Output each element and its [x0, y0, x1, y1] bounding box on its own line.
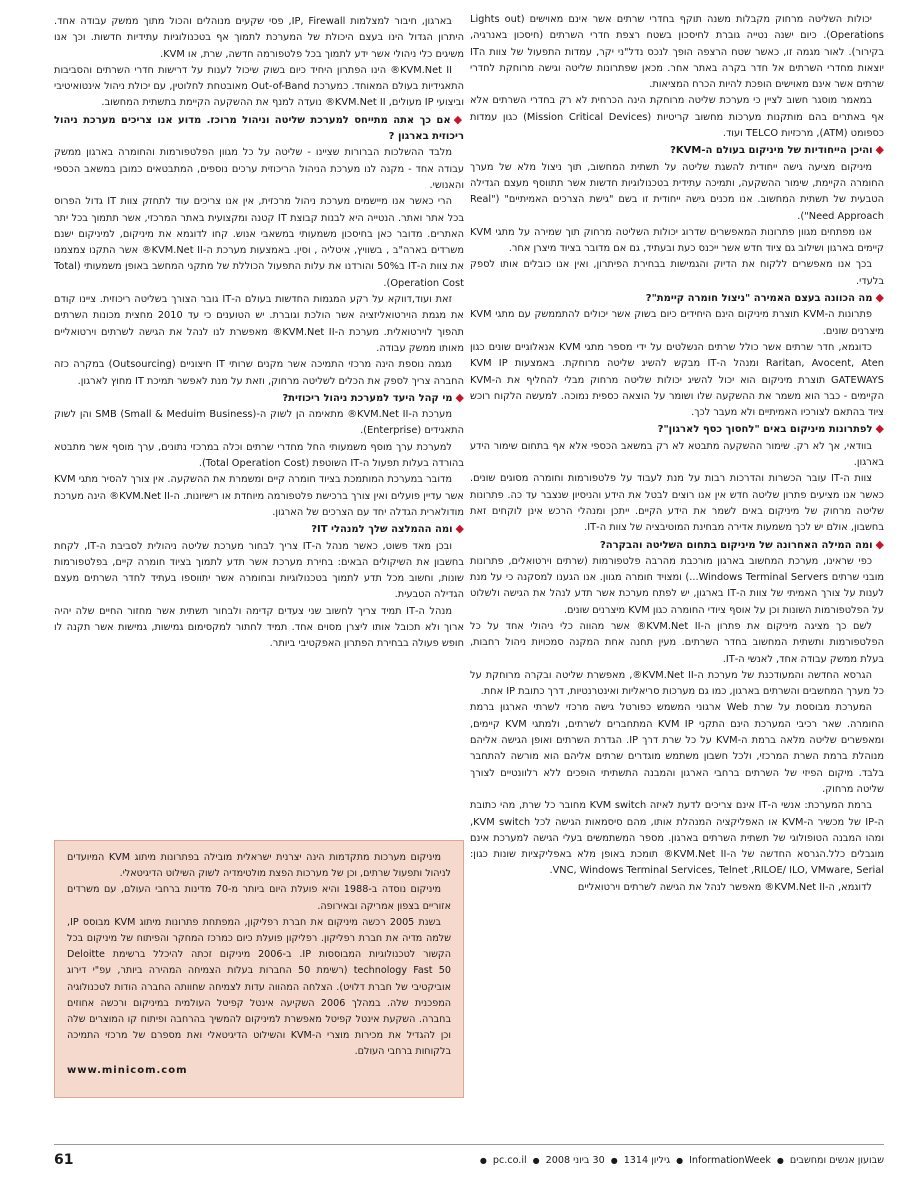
article-paragraph: לשם כך מציגה מיניקום את פתרון ה-KVM.Net II® אשר מהווה כלי ניהולי אחד על כל הפלטפורמות ותשתית המחשוב בחדר השרתים. מעין תחנה אחת המקנה סמכויות ניהול רחבות, בעלת ממשק עבודה אחד, לאנשי ה-IT. [470, 620, 884, 665]
article-paragraph: המערכת מבוססת על שרת Web ארגוני המשמש כפורטל גישה מרכזי לשרתי הארגון ברמת החומרה. שאר רכיבי המערכת הינם התקני KVM IP המתחברים לשרתים, ולמתגי KVM קיימים, ומאפשרים שליטה מלאה ברמת ה-KVM על כל שרת דרך IP. הגדרת השרתים ואופן הגישה אליהם מנוהלת ברמת השרת המרכזי, ולכל חשבון משתמש מוגדרים שרתים אליהם הוא מורשה להתחבר בלבד. מיקום הפיזי של השרתים ברחבי הארגון והמבנה התשתיתי הופכים ללא רלוונטיים לצורך שליטה מרחוק. [470, 702, 884, 795]
article-paragraph: מגמה נוספת הינה מרכזי התמיכה אשר מקנים שרותי IT חיצוניים (Outsourcing) במקרה כזה החברה צריך לספק את הכלים לשליטה מרחוק, וזאת על מנת לאפשר תמיכת IT מחוץ לארגון. [54, 359, 464, 387]
article-paragraph: צוות ה-IT עובר הכשרות והדרכות רבות על מנת לעבוד על פלטפורמות וחומרה מסוגים שונים. כאשר אנו מציעים פתרון שליטה חדש אין אנו רוצים לבטל את הידע והניסיון שנצבר עד כה. פתרונות שליטה מרחוק של מיניקום באים לשמר את הידע הקיים. ייתכן ומנהלי הרכש אינן לוקחים זאת בחשבון, אולם יש לכך משמעות אדירה מבחינת המוטיבציה של צוות ה-IT. [470, 473, 884, 534]
article-paragraph: פתרונות ה-KVM תוצרת מיניקום הינם היחידים כיום בשוק אשר יכולים להתממשק עם מתגי KVM מיצרנים שונים. [470, 309, 884, 337]
question-heading [470, 142, 884, 159]
company-info-paragraph: מיניקום נוסדה ב-1988 והיא פועלת היום ביותר מ-70 מדינות ברחבי העולם, עם משרדים אזוריים בצפון אמריקה ובאירופה. [67, 884, 451, 912]
diamond-bullet-icon: ◆ [875, 537, 884, 551]
article-paragraph: מלבד ההשלכות הברורות שציינו - שליטה על כל מגוון הפלטפורמות והחומרה בארגון ממשק עבודה אחד - מקנה לנו מערכת הניהול הריכוזית ערכים נוספים, המתבטאים כמובן במשאב הכספי והאנושי. [54, 147, 464, 191]
question-text: מי קהל היעד למערכת ניהול ריכוזית? [282, 392, 453, 404]
article-paragraph: הרי כאשר אנו מיישמים מערכת ניהול מרכזית, אין אנו צריכים עוד לתחזק צוות IT גדול הפרוס בכל אתר ואתר. הנטייה היא לבנות קבוצת IT קטנה ומקצועית באתר המרכזי, אשר תתמוך בכל יתר האתרים. מדובר כאן בחיסכון משמעותי במשאבי אנוש. קחו לדוגמא את מיניקום, למיניקום ישנם משרדים בארה"ב , בשוויץ, איטליה , וסין. באמצעות מערכת ה-KVM.Net II® אשר התקנו צמצמנו את צוות ה-IT ב50% והורדנו את עלות התפעול הכוללת של מתקני המחשב באופן משמעותי (Total Operation Cost). [54, 196, 465, 289]
article-column-right [470, 12, 884, 896]
article-paragraph: למערכת ערך מוסף משמעותי החל מחדרי שרתים וכלה במרכזי נתונים, ערך מוסף אשר מתבטא בהורדה בעלות תפעול ה-IT השוטפת (Total Operation Cost). [54, 441, 464, 470]
article-paragraph: מיניקום מציעה גישה ייחודית להשגת שליטה על תשתית המחשוב, תוך ניצול מלא של מערך החומרה הקיימת, שימור ההשקעה, ותמיכה עתידית בטכנולוגיות חדשות אשר תתווסף מעצם הגדילה הטבעית של תשתית המחשוב. אנו מכנים גישה ייחודית זו בשם "גישת הצרכים האמיתיים" ("Real Need Approach"). [470, 161, 884, 222]
question-text: ומה המילה האחרונה של מיניקום בתחום השליטה והבקרה? [599, 539, 873, 551]
diamond-bullet-icon: ◆ [455, 390, 464, 404]
bullet-icon: ● [776, 1155, 784, 1165]
diamond-bullet-icon: ◆ [875, 143, 884, 157]
article-paragraph: אנו מפתחים מגוון פתרונות המאפשרים שדרוג יכולות השליטה מרחוק תוך שמירה על מתגי KVM קיימים בארגון ושילוב גם ציוד חדש אשר ייכנס כעת ובעתיד, גם אם מדובר בציוד מיצרן אחר. [470, 226, 884, 255]
article-paragraph: זאת ועוד,דווקא על רקע המגמות החדשות בעולם ה-IT גובר הצורך בשליטה ריכוזית. ציינו קודם את מגמת הוירטואליזציה אשר הולכת וגוברת. יש הטוענים כי עד 2010 מחצית מכונות השרתים תהפוך לוירטואלית. מערכת ה-KVM.Net II® מאפשרת לנו לנהל את הגישה לשרתים וירטואליים מאותו ממשק עבודה. [54, 294, 464, 354]
bullet-icon: ● [676, 1155, 684, 1165]
company-website-link[interactable]: www.minicom.com [67, 1064, 188, 1076]
question-text: והיכן הייחודיות של מיניקום בעולם ה-KVM? [670, 145, 873, 157]
magazine-name: InformationWeek [689, 1154, 771, 1166]
article-paragraph: ברמת המערכת: אנשי ה-IT אינם צריכים לדעת לאיזה KVM switch מחובר כל שרת, מהי כתובת ה-IP של מכשיר ה-KVM או האפליקציה המנהלת אותו, מהם סיסמאות הגישה לכל KVM switch, ומהו המבנה הטופולוגי של תשתית השרתים בארגון. מספר המשתמשים בעלי הגישה למערכת אינם מוגבלים כלל.הגרסא החדשה של ה-KVM.Net II® תומכת באופן מלא באפליקציות שונות כגון: VNC, Windows Terminal Services, Telnet ,RILOE/ ILO, VMware, Serial. [470, 800, 885, 877]
bullet-icon: ● [479, 1155, 487, 1165]
issue-date: 30 ביוני 2008 [545, 1154, 605, 1166]
question-text: לפתרונות מיניקום באים "לחסוך כסף לארגון"? [657, 424, 873, 436]
article-paragraph: מנהל ה-IT תמיד צריך לחשוב שני צעדים קדימה ולבחור תשתית אשר מחזור החיים שלה יהיה ארוך ולא תכובל אותו ליצרן מסוים אחד. תמיד לחתור למקסימום גמישות, גמישות אשר תקנה לו חופש פעולה בבחירת הפתרון האפקטיבי ביותר. [54, 605, 464, 650]
footer-credits [480, 1155, 884, 1166]
article-paragraph: בוודאי, אך לא רק. שימור ההשקעה מתבטא לא רק במשאב הכספי אלא אף בתחום שימור הידע בארגון. [470, 440, 884, 469]
article-paragraph: בכך אנו מאפשרים ללקוח את הדיוק והגמישות בבחירת הפיתרון, ואין אנו כובלים אותו לספק בלעדי. [470, 259, 884, 287]
question-text: מה הכוונה בעצם האמירה "ניצול חומרה קיימת"? [645, 293, 873, 305]
article-paragraph: כפי שראינו, מערכת המחשוב בארגון מורכבת מהרבה פלטפורמות (שרתים וירטואלים, פתרונות מובני שרתים Windows Terminal Servers...) ומצויד חומרה מגוון. אנו הגענו למסקנה כי על מנת לענות על צורך האמיתי של צוות ה-IT בארגון, יש לפתח מערכת אשר תדע לנהל את הגישה ולשלוט על הפלטפורמות השונות וכן על אוסף ציודי החומרה כגון KVM מיצרנים שונים. [470, 555, 885, 616]
article-paragraph: הגרסא החדשה והמעודכנת של מערכת ה-KVM.Net II®, מאפשרת שליטה ובקרה מרוחקת על כל מערך המחשבים והשרתים בארגון, כמו גם מערכות סריאליות ואינטרנטיות, דרך כתובת IP אחת. [470, 669, 884, 698]
diamond-bullet-icon: ◆ [453, 112, 464, 126]
company-info-box [54, 840, 464, 1098]
question-heading [54, 390, 464, 407]
question-heading [54, 112, 464, 146]
question-text: ומה ההמלצה שלך למנהלי IT? [311, 524, 453, 536]
question-text: אם כך אתה מתייחס למערכת שליטה וניהול מרוכז. מדוע אנו צריכים מערכת ניהול ריכוזית בארגון ? [54, 114, 464, 143]
article-paragraph: מדובר במערכת המותמכת בציוד חומרה קיים ומשמרת את ההשקעה. אין צורך להסיר מתגי KVM אשר עדיין פועלים ואין צורך ברכישת פלטפורמה מיוחדת או רישיונות. ה-KVM.Net II® הינה מערכת מודולארית הגדלה יחד עם הצרכים של הארגון. [54, 474, 464, 518]
diamond-bullet-icon: ◆ [455, 522, 464, 536]
article-paragraph: מערכת ה-KVM.Net II® מתאימה הן לשוק ה-SMB (Small & Meduim Business) והן לשוק התאגידים (Enterprise). [54, 409, 464, 437]
site-link[interactable]: pc.co.il [492, 1154, 527, 1166]
publication-name: שבועון אנשים ומחשבים [789, 1154, 884, 1166]
article-paragraph: כדוגמא, חדר שרתים אשר כולל שרתים הנשלטים על ידי מספר מתגי KVM אנאלוגיים שונים כגון Raritan, Avocent, Aten ומנהל ה-IT מבקש להשיג שליטה מרוחקת. באמצעות KVM IP GATEWAYS תוצרת מיניקום הוא יכול להשיג יכולות שליטה מרחוק מבלי להחליף את ה-KVM הקיימים - כבר הוא משמר את ההשקעה שלו ושומר על הוצאה כספית נמוכה. למעשה הלקוח רוכש ציוד בהתאם לצורכיו האמיתיים ולא מעבר לכך. [470, 341, 884, 419]
article-paragraph: ובכן מאד פשוט, כאשר מנהל ה-IT צריך לבחור מערכת שליטה ניהולית לסביבת ה-IT, לקחת בחשבון את השיקולים הבאים: בחירת מערכת אשר תדע לתמוך בציוד חומרה קיים, בפלטפורמות שונות, וחשוב מכל תדע לתמוך בטכנולוגיות ובחומרה אשר יתווספו בעתיד לחדר השרתים מעצם הגדילה הטבעית. [54, 540, 464, 601]
article-paragraph: KVM.Net II® הינו הפתרון היחיד כיום בשוק שיכול לענות על דרישות חדרי השרתים והסביבות התאגידיות בעולם המאוחד. כמערכת Out-of-Band מאובטחת לחלוטין, עם יכולת ניהול אינטואיטיבי וביצועי IP מעולים, KVM.Net II® נועדה למנף את ההשקעה הקיימת בתשתית המחשוב. [54, 64, 465, 109]
article-paragraph: במאמר מוסגר חשוב לציין כי מערכת שליטה מרוחקת הינה הכרחית לא רק בחדרי השרתים אלא אף באתרים בהם מותקנות מערכות מחשוב קריטיות (Mission Critical Devices) כגון עמדות כספומט (ATM), מרכזיות TELCO ועוד. [470, 95, 884, 140]
question-heading [470, 537, 884, 554]
question-heading [470, 421, 884, 438]
diamond-bullet-icon: ◆ [875, 291, 884, 305]
company-info-paragraph: בשנת 2005 רכשה מיניקום את חברת רפליקון, המפתחת פתרונות מיתוג KVM מבוסס IP, שלמה מדיה את חברת רפליקון. רפליקון פועלת כיום כמרכז המחקר והפיתוח של מיניקום בכל הקשור לטכנולוגיות המבוססות IP. ב-2006 מיניקום זכתה להיכלל ברשימת Deloitte technology Fast 50 (רשימת 50 החברות בעלות הצמיחה המהירה ביותר, עפ"י דירוג אוביקטיבי של חברת דלויט). הצלחה המהווה עדות לצמיחה שחוותה החברה הודות לטכנולוגיה המפכנית שלה. במהלך 2006 השקיעה אינטל קפיטל העולמית במיניקום ורכשה אחוזים בחברה. השקעת אינטל קפיטל מאפשרת למיניקום להמשיך בהרחבה ופיתוח קו המוצרים שלה וכן להגדיל את מכירות מוצרי ה-KVM והשילוט הדיגיטאלי ואת מספרם של מרכזי התמיכה בלקוחות ברחבי העולם. [67, 916, 451, 1058]
page-number: 61 [54, 1152, 74, 1168]
article-paragraph: בארגון, חיבור למצלמות IP, Firewall, פסי שקעים מנוהלים והכול מתוך ממשק עבודה אחד. היתרון הגדול הינו בעצם היכולת של המערכת לתמוך אף בטכנולוגיות עתידיות חדשות. וכך אנו משיגים כלי ניהולי אשר ידע לתמוך בכל פלטפורמה חדשה, שרת, או KVM. [54, 16, 464, 60]
page-footer [54, 1151, 884, 1169]
company-info-paragraph: מיניקום מערכות מתקדמות הינה יצרנית ישראלית מובילה בפתרונות מיתוג KVM המיועדים לניהול ותפעול שרתים, וכן של מערכות הפצת מולטימדיה לשוק השילוט הדיגיטאלי. [67, 852, 451, 880]
bullet-icon: ● [610, 1155, 618, 1165]
issue-number: גיליון 1314 [623, 1154, 671, 1166]
bullet-icon: ● [532, 1155, 540, 1165]
question-heading [54, 521, 464, 538]
diamond-bullet-icon: ◆ [875, 422, 884, 436]
question-heading [470, 290, 884, 307]
footer-divider [54, 1144, 884, 1145]
article-column-left [54, 14, 464, 653]
article-paragraph: יכולות השליטה מרחוק מקבלות משנה תוקף בחדרי שרתים אשר אינם מאוישים (Lights out Operations). כיום ישנה נטייה גוברת לחיסכון בשטח רצפת חדרי השרתים (חיסכון באנרגיה, בקירור). לאור מגמה זו, כאשר שטח הרצפה הופך לנכס נדל"ני יקר, עמדות התפעול של צוות הIT יוצאות מחדרי השרתים אל חדר בקרה באתר אחר. מכאן שפתרונות שליטה וגישה מרוחקת לחדרי שרתים אשר אינם מאוישים הופכת להיות הכרח המציאות. [470, 14, 884, 91]
article-paragraph: לדוגמא, ה-KVM.Net II® מאפשר לנהל את הגישה לשרתים וירטואליים [577, 881, 872, 893]
